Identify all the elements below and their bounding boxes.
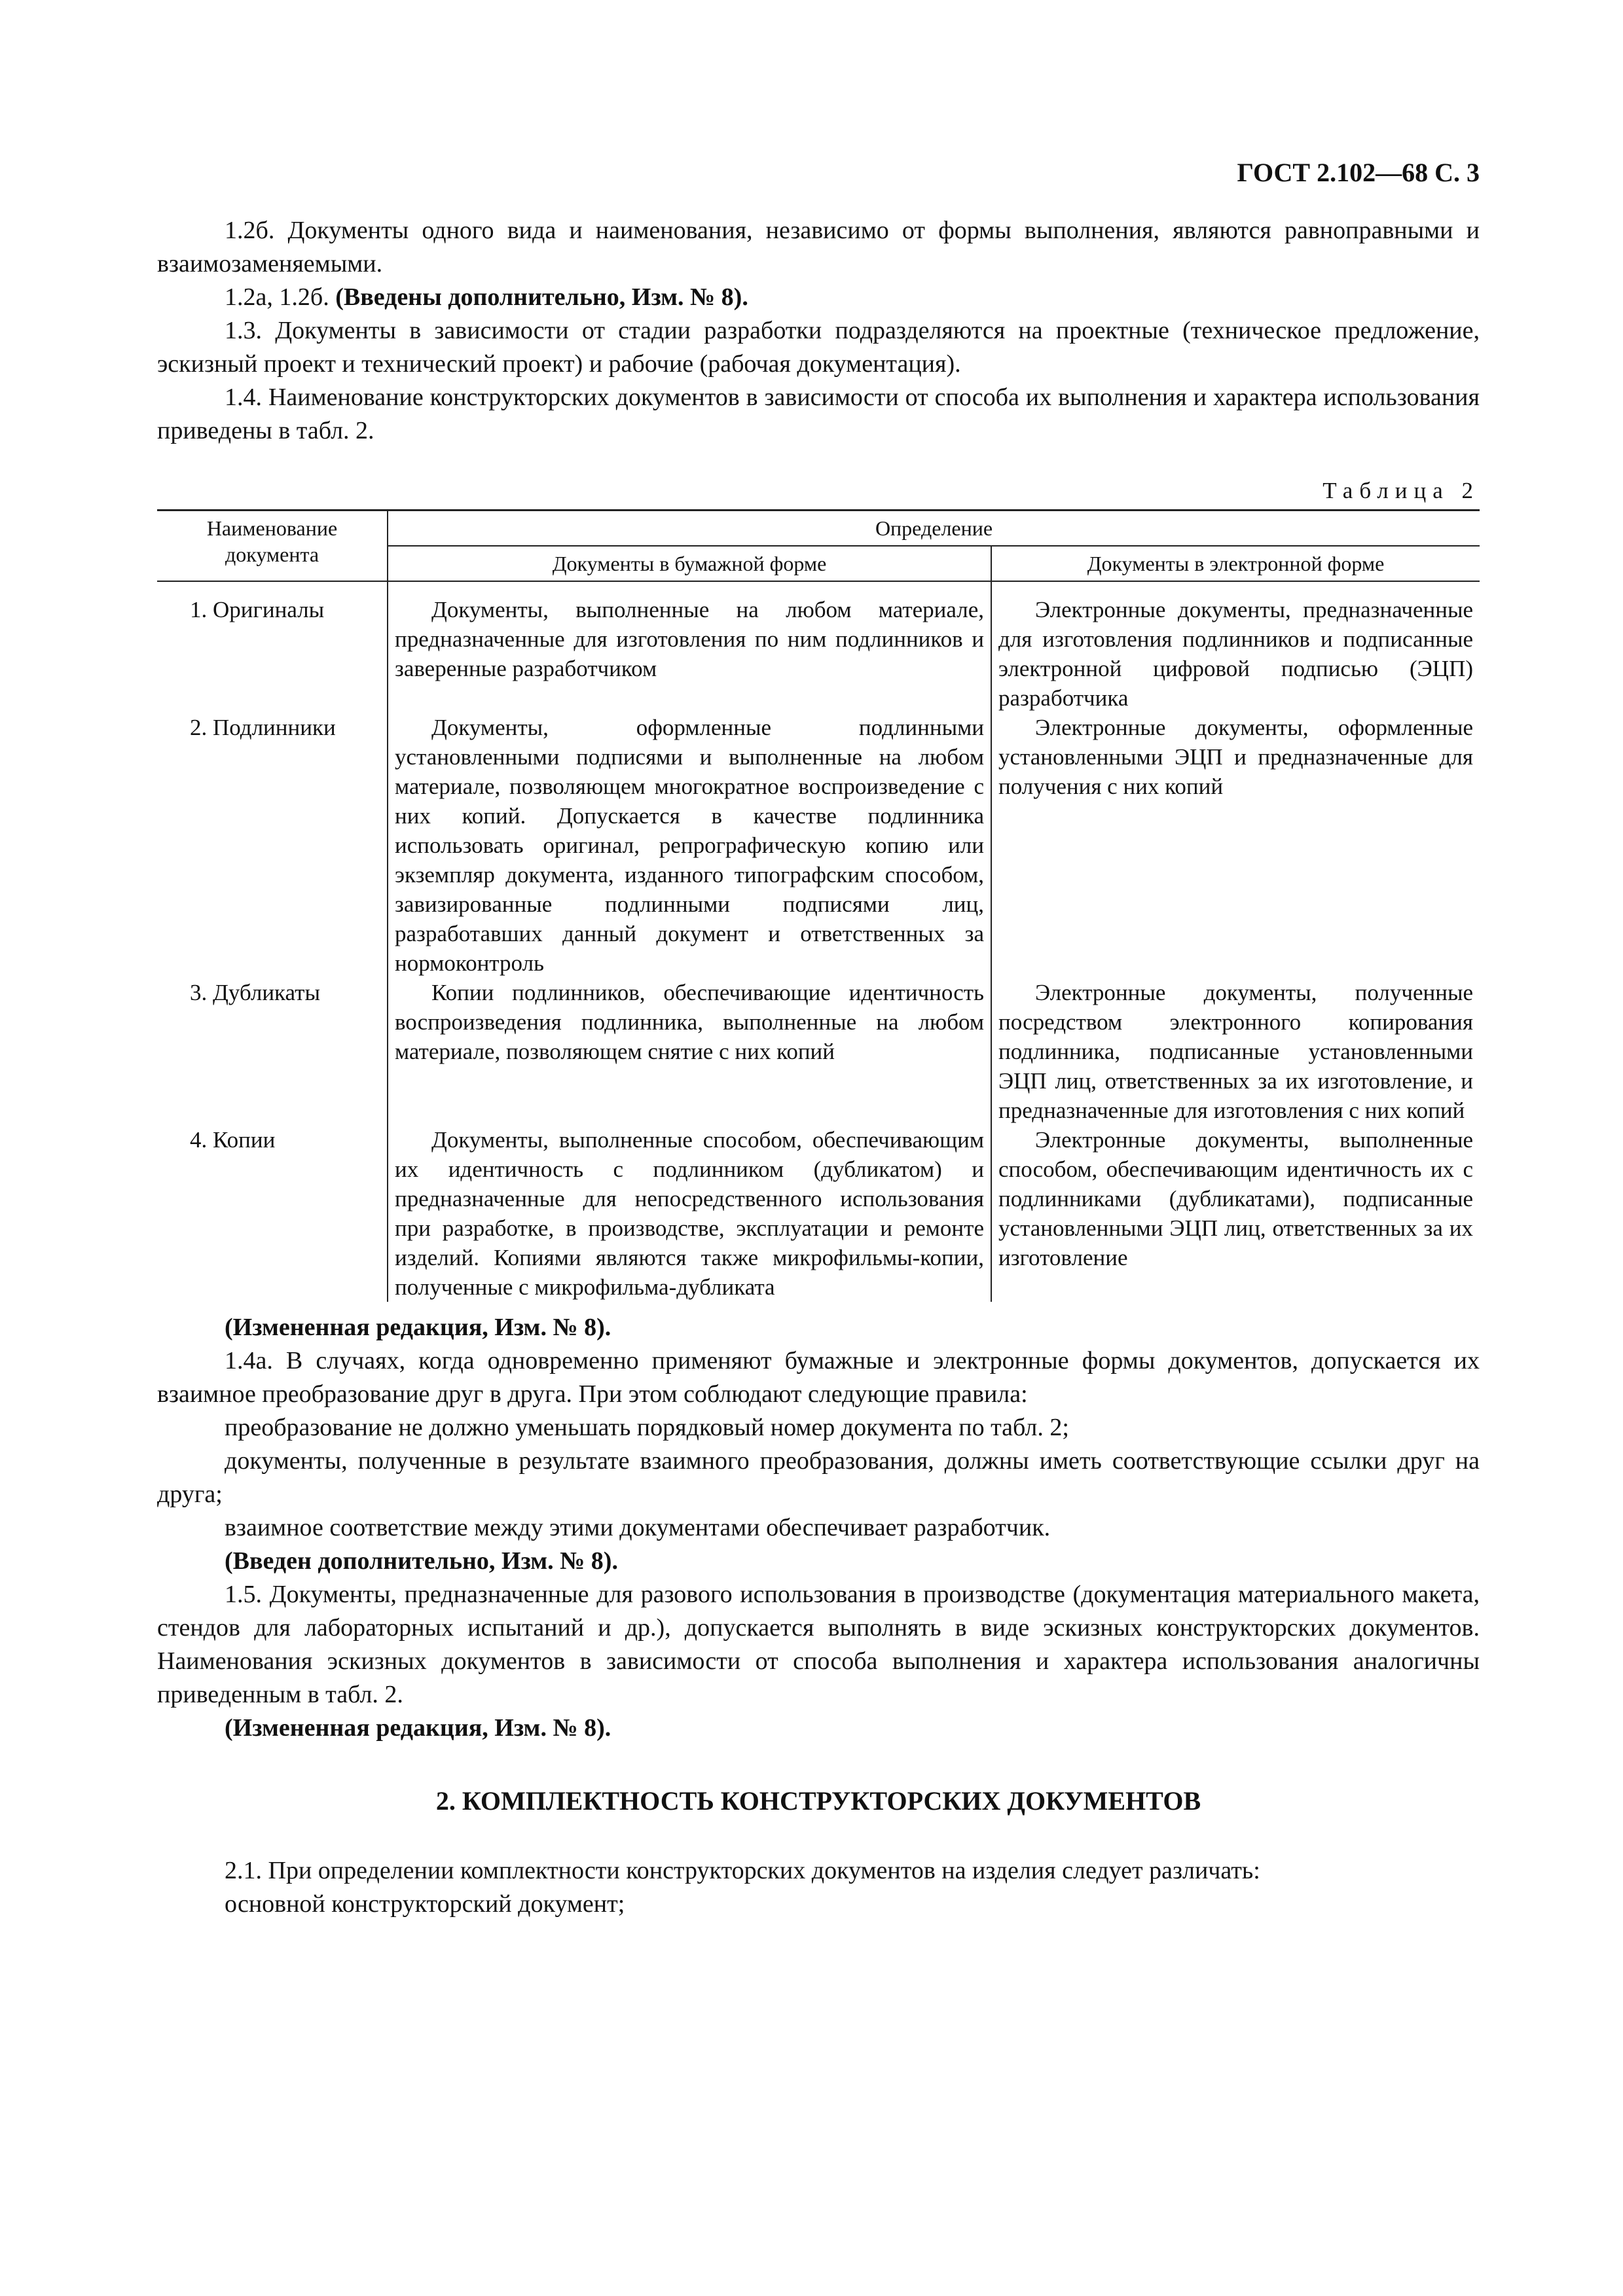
paragraph-1-3: 1.3. Документы в зависимости от стадии разработки подразделяются на проектные (техническое предложение, эскизный проект и технический проект) и рабочие (рабочая документация). bbox=[157, 317, 1480, 378]
row-paper-def: Документы, оформленные подлинными установленными подписями и выполненные на любом материале, позволяющем многократное воспроизведение с них копий. Допускается в качестве подлинника использовать оригинал, репрографическую копию или экземпляр документа, изданного типографским способом, завизированные подлинными подписями лиц, разработавших данный документ и ответственных за нормоконтроль bbox=[395, 715, 984, 976]
table-row bbox=[157, 713, 1480, 978]
rule-item-3: взаимное соответствие между этими документами обеспечивает разработчик. bbox=[225, 1514, 1051, 1541]
row-electronic-def: Электронные документы, оформленные установленными ЭЦП и предназначенные для получения с них копий bbox=[998, 715, 1473, 799]
table-row bbox=[157, 978, 1480, 1125]
document-page bbox=[157, 157, 1480, 1921]
paragraph-1-5: 1.5. Документы, предназначенные для разового использования в производстве (документация материального макета, стендов для лабораторных испытаний и др.), допускается выполнять в виде эскизных конструкторских документов. Наименования эскизных документов в зависимости от способа выполнения и характера использования аналогичны приведенным в табл. 2. bbox=[157, 1581, 1480, 1708]
amendment-note-2 bbox=[157, 1311, 1480, 1344]
table-2 bbox=[157, 509, 1480, 1302]
amendment-note-3-text: (Введен дополнительно, Изм. № 8). bbox=[225, 1547, 618, 1575]
rule-item-1: преобразование не должно уменьшать порядковый номер документа по табл. 2; bbox=[225, 1414, 1069, 1441]
amendment-note-4 bbox=[157, 1712, 1480, 1745]
table-row bbox=[157, 581, 1480, 713]
section-2-title: 2. КОМПЛЕКТНОСТЬ КОНСТРУКТОРСКИХ ДОКУМЕНТОВ bbox=[435, 1786, 1201, 1816]
col-header-name: Наименование документа bbox=[157, 511, 388, 582]
amendment-note-prefix: 1.2а, 1.2б. bbox=[225, 283, 336, 311]
row-electronic-def: Электронные документы, выполненные способом, обеспечивающим идентичность их с подлинниками (дубликатами), подписанные установленными ЭЦП лиц, ответственных за их изготовление bbox=[998, 1127, 1473, 1270]
row-paper-def: Документы, выполненные на любом материале, предназначенные для изготовления по ним подлинников и заверенные разработчиком bbox=[395, 597, 984, 681]
amendment-note-3 bbox=[157, 1545, 1480, 1578]
amendment-note-1 bbox=[157, 281, 1480, 314]
amendment-note-4-text: (Измененная редакция, Изм. № 8). bbox=[225, 1714, 611, 1742]
amendment-note-2-text: (Измененная редакция, Изм. № 8). bbox=[225, 1314, 611, 1341]
row-electronic-def: Электронные документы, полученные посредством электронного копирования подлинника, подписанные установленными ЭЦП лиц, ответственных за их изготовление, и предназначенные для изготовления с них копий bbox=[998, 980, 1473, 1123]
row-electronic-def: Электронные документы, предназначенные для изготовления подлинников и подписанные электронной цифровой подписью (ЭЦП) разработчика bbox=[998, 597, 1473, 711]
col-header-paper: Документы в бумажной форме bbox=[388, 546, 991, 581]
row-paper-def: Документы, выполненные способом, обеспечивающим их идентичность с подлинником (дубликатом) и предназначенные для непосредственного использования при разработке, в производстве, эксплуатации и ремонте изделий. Копиями являются также микрофильмы-копии, полученные с микрофильма-дубликата bbox=[395, 1127, 984, 1300]
paragraph-1-4a: 1.4а. В случаях, когда одновременно применяют бумажные и электронные формы документов, допускается их взаимное преобразование друг в друга. При этом соблюдают следующие правила: bbox=[157, 1347, 1480, 1408]
paragraph-1-2b: 1.2б. Документы одного вида и наименования, независимо от формы выполнения, являются равноправными и взаимозаменяемыми. bbox=[157, 217, 1480, 278]
col-header-electronic: Документы в электронной форме bbox=[1087, 552, 1385, 575]
paragraph-2-1: 2.1. При определении комплектности конструкторских документов на изделия следует различать: bbox=[225, 1857, 1260, 1884]
col-header-definition: Определение bbox=[388, 511, 1480, 547]
row-name: 2. Подлинники bbox=[157, 713, 388, 978]
table-row bbox=[157, 1125, 1480, 1302]
row-paper-def: Копии подлинников, обеспечивающие идентичность воспроизведения подлинника, выполненные на любом материале, позволяющем снятие с них копий bbox=[395, 980, 984, 1064]
amendment-note-bold: (Введены дополнительно, Изм. № 8). bbox=[335, 283, 748, 311]
row-name: 4. Копии bbox=[157, 1125, 388, 1302]
list-item: основной конструкторский документ; bbox=[225, 1890, 625, 1918]
page-header: ГОСТ 2.102—68 С. 3 bbox=[1237, 158, 1480, 187]
rule-item-2: документы, полученные в результате взаимного преобразования, должны иметь соответствующие ссылки друг на друга; bbox=[157, 1447, 1480, 1508]
row-name: 3. Дубликаты bbox=[157, 978, 388, 1125]
paragraph-1-4: 1.4. Наименование конструкторских документов в зависимости от способа их выполнения и характера использования приведены в табл. 2. bbox=[157, 384, 1480, 444]
row-name: 1. Оригиналы bbox=[157, 581, 388, 713]
table-caption: Таблица 2 bbox=[1322, 478, 1480, 503]
